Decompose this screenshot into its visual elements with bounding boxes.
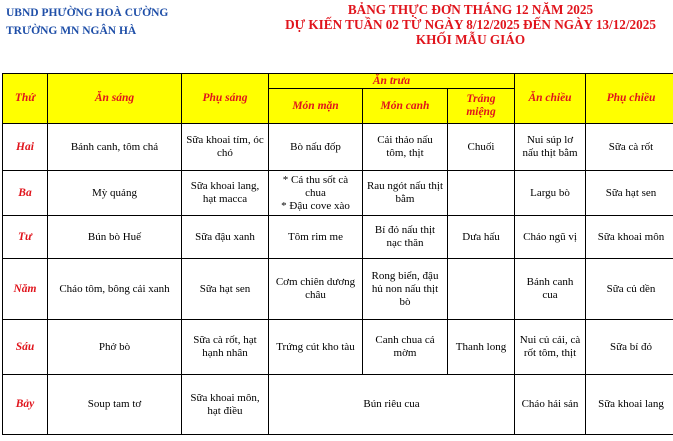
main-dish-cell: Trứng cút kho tàu xyxy=(269,320,363,375)
afternoon-side-cell: Sữa hạt sen xyxy=(586,171,673,216)
breakfast-side-cell: Sữa hạt sen xyxy=(182,259,269,320)
table-row xyxy=(3,216,673,259)
main-dish-cell xyxy=(269,171,363,216)
main-dish-cell: Cơm chiên dương châu xyxy=(269,259,363,320)
col-header-dessert: Tráng miệng xyxy=(448,89,515,124)
menu-title: BẢNG THỰC ĐƠN THÁNG 12 NĂM 2025 xyxy=(347,2,594,17)
afternoon-side-cell: Sữa bí đỏ xyxy=(586,320,673,375)
afternoon-cell: Cháo ngũ vị xyxy=(515,216,586,259)
day-cell: Bảy xyxy=(3,375,48,435)
afternoon-cell: Nui súp lơ nấu thịt bằm xyxy=(515,124,586,171)
dessert-cell: Dưa hấu xyxy=(448,216,515,259)
breakfast-cell: Soup tam tơ xyxy=(48,375,182,435)
col-header-breakfast-side: Phụ sáng xyxy=(182,74,269,124)
day-cell: Năm xyxy=(3,259,48,320)
menu-grade-level: KHỐI MẪU GIÁO xyxy=(415,32,526,47)
day-cell: Hai xyxy=(3,124,48,171)
main-dish-cell: Tôm rim me xyxy=(269,216,363,259)
breakfast-cell: Bún bò Huế xyxy=(48,216,182,259)
dessert-cell xyxy=(448,171,515,216)
afternoon-cell: Cháo hải sản xyxy=(515,375,586,435)
ward-name: UBND PHƯỜNG HOÀ CƯỜNG xyxy=(6,7,169,19)
breakfast-cell: Bánh canh, tôm chả xyxy=(48,124,182,171)
school-name: TRƯỜNG MN NGÂN HÀ xyxy=(6,25,137,37)
col-header-main-dish: Món mặn xyxy=(269,89,363,124)
weekly-menu-table xyxy=(2,73,673,435)
day-cell: Tư xyxy=(3,216,48,259)
breakfast-side-cell: Sữa đậu xanh xyxy=(182,216,269,259)
dessert-cell: Chuối xyxy=(448,124,515,171)
breakfast-cell: Phở bò xyxy=(48,320,182,375)
soup-cell: Rau ngót nấu thịt bằm xyxy=(363,171,448,216)
main-dish-line: * Cá thu sốt cà chua xyxy=(282,173,349,199)
table-row xyxy=(3,375,673,435)
table-row xyxy=(3,124,673,171)
soup-cell: Rong biển, đậu hủ non nấu thịt bò xyxy=(363,259,448,320)
table-row xyxy=(3,320,673,375)
menu-title-block xyxy=(258,2,673,47)
day-cell: Ba xyxy=(3,171,48,216)
soup-cell: Bí đỏ nấu thịt nạc thăn xyxy=(363,216,448,259)
table-row xyxy=(3,171,673,216)
afternoon-cell: Largu bò xyxy=(515,171,586,216)
afternoon-side-cell: Sữa khoai môn xyxy=(586,216,673,259)
col-header-breakfast: Ăn sáng xyxy=(48,74,182,124)
col-header-afternoon: Ăn chiều xyxy=(515,74,586,124)
col-header-soup: Món canh xyxy=(363,89,448,124)
afternoon-side-cell: Sữa cà rốt xyxy=(586,124,673,171)
breakfast-cell: Mỳ quảng xyxy=(48,171,182,216)
afternoon-side-cell: Sữa khoai lang xyxy=(586,375,673,435)
menu-date-range: DỰ KIẾN TUẦN 02 TỪ NGÀY 8/12/2025 ĐẾN NGÀY 13/12/2025 xyxy=(285,17,656,32)
soup-cell: Cải thảo nấu tôm, thịt xyxy=(363,124,448,171)
main-dish-line: * Đậu cove xào xyxy=(281,199,350,212)
lunch-merged-cell: Bún riêu cua xyxy=(269,375,515,435)
afternoon-cell: Nui củ cải, cà rốt tôm, thịt xyxy=(515,320,586,375)
col-header-lunch: Ăn trưa xyxy=(269,74,515,89)
breakfast-side-cell: Sữa khoai lang, hạt macca xyxy=(182,171,269,216)
dessert-cell: Thanh long xyxy=(448,320,515,375)
soup-cell: Canh chua cá mờm xyxy=(363,320,448,375)
col-header-afternoon-side: Phụ chiều xyxy=(586,74,673,124)
afternoon-cell: Bánh canh cua xyxy=(515,259,586,320)
main-dish-cell: Bò nấu đốp xyxy=(269,124,363,171)
breakfast-side-cell: Sữa khoai môn, hạt điều xyxy=(182,375,269,435)
breakfast-cell: Cháo tôm, bông cải xanh xyxy=(48,259,182,320)
organization-header xyxy=(6,5,168,39)
day-cell: Sáu xyxy=(3,320,48,375)
col-header-day: Thứ xyxy=(3,74,48,124)
afternoon-side-cell: Sữa củ dền xyxy=(586,259,673,320)
table-row xyxy=(3,259,673,320)
breakfast-side-cell: Sữa cà rốt, hạt hạnh nhân xyxy=(182,320,269,375)
dessert-cell xyxy=(448,259,515,320)
breakfast-side-cell: Sữa khoai tím, óc chó xyxy=(182,124,269,171)
